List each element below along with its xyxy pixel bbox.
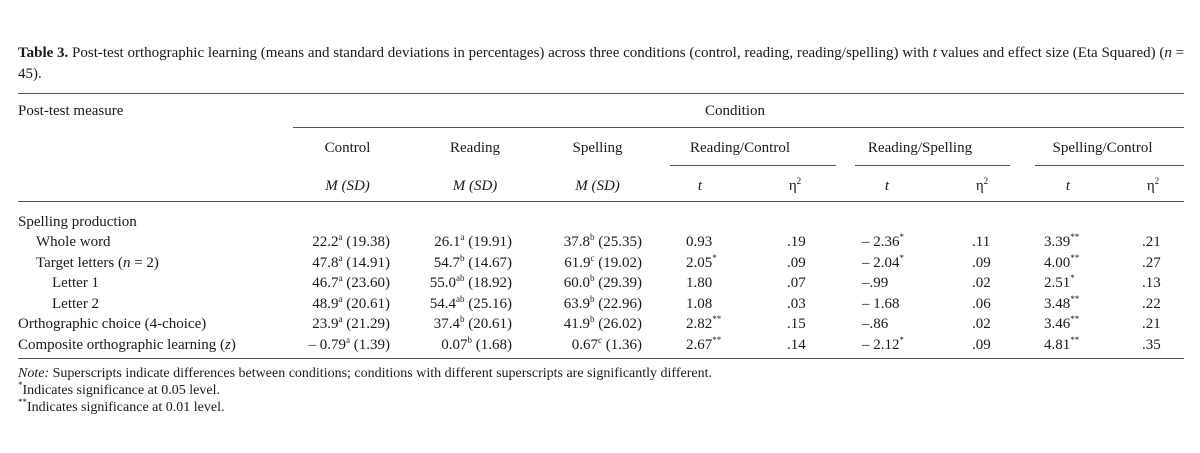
cell-spelling: [564, 254, 642, 272]
cell-superscript: a: [460, 232, 465, 242]
caption-text-3: = 45).: [18, 45, 1185, 82]
reading-spelling-rule: [855, 165, 1010, 166]
cell-rs-t: [862, 233, 904, 251]
cell-spelling: [564, 315, 642, 333]
cell-sd: (1.36): [602, 337, 642, 353]
cell-value: .07: [787, 275, 806, 291]
caption-text-1: Post-test orthographic learning (means and standard deviations in percentages) across three conditions (control, reading, reading/spelling) with: [68, 45, 933, 61]
cell-reading: [434, 315, 512, 333]
italic-symbol: n: [122, 255, 131, 271]
table-label: Table 3.: [18, 45, 69, 61]
cell-rs-t: [862, 295, 900, 313]
cell-rc-eta: [787, 274, 806, 292]
single-star-mark: *: [18, 380, 23, 390]
cell-rc-eta: [787, 233, 806, 251]
cell-spelling: [564, 274, 642, 292]
cell-rc-t: [686, 254, 717, 272]
cell-rs-eta: [972, 315, 991, 333]
cell-value: 46.7: [312, 275, 339, 291]
cell-sd: (1.39): [350, 337, 390, 353]
cell-superscript: a: [338, 232, 343, 242]
col-header-reading: Reading: [450, 140, 500, 156]
cell-value: .09: [787, 255, 806, 271]
cell-sd: (14.91): [342, 255, 390, 271]
cell-value: 61.9: [564, 255, 591, 271]
cell-value: .21: [1142, 234, 1161, 250]
cell-value: .02: [972, 275, 991, 291]
subheader-control: M (SD): [325, 178, 370, 194]
cell-value: 0.07: [441, 337, 468, 353]
cell-sd: (14.67): [464, 255, 512, 271]
cell-rs-eta: [972, 336, 991, 354]
cell-superscript: **: [1070, 314, 1080, 324]
subheader-sc-t: t: [1065, 178, 1071, 194]
eta-symbol: η: [1146, 178, 1155, 194]
double-star-mark: **: [18, 397, 27, 407]
cell-control: [312, 315, 390, 333]
row-label: Target letters (n = 2): [36, 255, 159, 271]
row-label: Spelling production: [18, 214, 137, 230]
cell-value: .21: [1142, 316, 1161, 332]
cell-spelling: [564, 295, 642, 313]
cell-sc-eta: [1142, 254, 1161, 272]
cell-sc-eta: [1142, 295, 1161, 313]
cell-superscript: *: [712, 253, 717, 263]
bottom-rule: [18, 358, 1184, 359]
cell-value: 48.9: [312, 296, 339, 312]
header-bottom-rule: [18, 201, 1184, 202]
cell-value: –.86: [862, 316, 889, 332]
row-label: Letter 1: [52, 275, 100, 291]
cell-rc-eta: [787, 336, 806, 354]
cell-control: [312, 233, 390, 251]
cell-value: 22.2: [312, 234, 339, 250]
cell-superscript: a: [338, 294, 343, 304]
cell-superscript: b: [460, 253, 465, 263]
cell-rs-t: [862, 315, 888, 333]
cell-value: .15: [787, 316, 806, 332]
col-header-control: Control: [324, 140, 371, 156]
cell-value: 3.46: [1044, 316, 1071, 332]
col-header-spelling-control: Spelling/Control: [1052, 140, 1153, 156]
cell-value: 55.0: [429, 275, 456, 291]
cell-sd: (18.92): [464, 275, 512, 291]
cell-superscript: b: [590, 232, 595, 242]
subheader-rc-eta: [780, 177, 810, 195]
cell-superscript: *: [899, 335, 904, 345]
cell-value: 2.82: [686, 316, 713, 332]
cell-rs-t: [862, 274, 888, 292]
cell-value: 47.8: [312, 255, 339, 271]
cell-sc-t: [1044, 233, 1079, 251]
double-star-note: [18, 399, 712, 416]
cell-value: .22: [1142, 296, 1161, 312]
cell-rs-eta: [972, 233, 990, 251]
cell-value: 4.00: [1044, 255, 1071, 271]
cell-reading: [430, 295, 512, 313]
col-header-spelling: Spelling: [572, 140, 623, 156]
cell-sd: (25.35): [594, 234, 642, 250]
col-header-reading-control: Reading/Control: [690, 140, 790, 156]
note-text: Superscripts indicate differences between conditions; conditions with different superscripts are significantly different.: [49, 366, 712, 381]
cell-control: [312, 274, 390, 292]
eta-exponent: 2: [796, 176, 802, 186]
table-notes: [18, 365, 712, 416]
eta-symbol: η: [975, 178, 984, 194]
cell-value: – 2.12: [862, 337, 900, 353]
single-star-text: Indicates significance at 0.05 level.: [22, 383, 220, 398]
cell-value: 0.67: [571, 337, 598, 353]
cell-superscript: b: [590, 314, 595, 324]
subheader-rc-t: t: [697, 178, 703, 194]
cell-sd: (1.68): [472, 337, 512, 353]
eta-exponent: 2: [1154, 176, 1160, 186]
cell-value: – 0.79: [308, 337, 346, 353]
cell-superscript: a: [338, 253, 343, 263]
cell-value: .19: [787, 234, 806, 250]
cell-superscript: **: [1070, 335, 1080, 345]
cell-control: [312, 254, 390, 272]
cell-sc-t: [1044, 315, 1079, 333]
table-caption: [18, 43, 1188, 85]
subheader-sc-eta: [1138, 177, 1168, 195]
cell-superscript: a: [338, 314, 343, 324]
cell-value: .14: [787, 337, 806, 353]
cell-value: .35: [1142, 337, 1161, 353]
cell-value: .11: [972, 234, 991, 250]
eta-symbol: η: [788, 178, 797, 194]
cell-value: .02: [972, 316, 991, 332]
cell-superscript: a: [346, 335, 350, 345]
row-label: Composite orthographic learning (z): [18, 337, 236, 353]
cell-sd: (19.38): [342, 234, 390, 250]
cell-value: 54.7: [433, 255, 460, 271]
cell-sc-t: [1044, 254, 1079, 272]
italic-symbol: z: [225, 337, 231, 353]
cell-sc-eta: [1142, 336, 1161, 354]
cell-value: .03: [787, 296, 806, 312]
cell-rs-eta: [972, 295, 991, 313]
cell-value: 4.81: [1044, 337, 1071, 353]
cell-value: 1.80: [686, 275, 713, 291]
row-label: Letter 2: [52, 296, 100, 312]
cell-superscript: **: [1070, 232, 1080, 242]
cell-control: [309, 336, 391, 354]
caption-t-symbol: t: [932, 45, 937, 61]
condition-rule: [293, 127, 1184, 128]
cell-rs-eta: [972, 254, 991, 272]
cell-value: – 2.36: [862, 234, 900, 250]
cell-rc-eta: [787, 254, 806, 272]
cell-sd: (25.16): [464, 296, 512, 312]
cell-superscript: b: [590, 273, 595, 283]
cell-superscript: c: [590, 253, 595, 263]
cell-sc-t: [1044, 336, 1079, 354]
cell-rc-t: [686, 315, 721, 333]
cell-value: 60.0: [563, 275, 590, 291]
cell-value: 37.4: [433, 316, 460, 332]
caption-text-2: values and effect size (Eta Squared) (: [936, 45, 1165, 61]
cell-value: 3.48: [1044, 296, 1071, 312]
cell-value: .09: [972, 255, 991, 271]
cell-superscript: **: [712, 314, 722, 324]
cell-superscript: ab: [456, 294, 465, 304]
cell-sc-eta: [1142, 315, 1161, 333]
subheader-spelling: M (SD): [575, 178, 620, 194]
cell-value: .06: [972, 296, 991, 312]
cell-value: 3.39: [1044, 234, 1071, 250]
cell-sd: (29.39): [594, 275, 642, 291]
cell-superscript: *: [899, 232, 904, 242]
cell-rs-eta: [972, 274, 991, 292]
cell-value: 1.08: [686, 296, 713, 312]
double-star-text: Indicates significance at 0.01 level.: [27, 400, 225, 415]
cell-value: .09: [972, 337, 991, 353]
condition-header: Condition: [704, 103, 765, 119]
cell-sd: (23.60): [342, 275, 390, 291]
cell-value: 0.93: [686, 234, 713, 250]
cell-superscript: a: [338, 273, 343, 283]
cell-rs-t: [862, 254, 904, 272]
cell-reading: [434, 254, 512, 272]
note-label: Note:: [18, 366, 50, 381]
cell-sd: (22.96): [594, 296, 642, 312]
cell-sc-eta: [1142, 233, 1161, 251]
subheader-rs-t: t: [884, 178, 890, 194]
cell-value: .27: [1142, 255, 1161, 271]
eta-exponent: 2: [983, 176, 989, 186]
cell-value: 23.9: [312, 316, 339, 332]
cell-superscript: **: [1070, 253, 1080, 263]
subheader-reading: M (SD): [452, 178, 498, 194]
cell-rc-t: [686, 233, 712, 251]
cell-sd: (20.61): [342, 296, 390, 312]
cell-spelling: [572, 336, 642, 354]
reading-control-rule: [670, 165, 836, 166]
cell-value: 37.8: [563, 234, 590, 250]
top-rule: [18, 93, 1184, 94]
cell-reading: [430, 274, 512, 292]
cell-sd: (19.91): [464, 234, 512, 250]
cell-sc-eta: [1142, 274, 1161, 292]
cell-reading: [434, 233, 512, 251]
cell-superscript: **: [712, 335, 722, 345]
row-label: Whole word: [36, 234, 111, 250]
cell-rc-t: [686, 336, 721, 354]
cell-superscript: b: [467, 335, 472, 345]
cell-control: [312, 295, 390, 313]
single-star-note: [18, 382, 712, 399]
cell-superscript: **: [1070, 294, 1080, 304]
cell-value: .13: [1142, 275, 1161, 291]
cell-value: 2.05: [686, 255, 713, 271]
cell-superscript: c: [598, 335, 602, 345]
cell-reading: [441, 336, 512, 354]
cell-value: – 1.68: [862, 296, 900, 312]
cell-superscript: b: [590, 294, 595, 304]
cell-superscript: *: [1070, 273, 1075, 283]
cell-rc-t: [686, 295, 712, 313]
cell-value: 26.1: [434, 234, 461, 250]
note-line: [18, 365, 712, 382]
cell-value: 41.9: [563, 316, 590, 332]
cell-rc-eta: [787, 295, 806, 313]
cell-spelling: [564, 233, 642, 251]
cell-rc-eta: [787, 315, 806, 333]
row-label: Orthographic choice (4-choice): [18, 316, 207, 332]
cell-superscript: ab: [456, 273, 465, 283]
col-header-reading-spelling: Reading/Spelling: [867, 140, 973, 156]
cell-superscript: *: [899, 253, 904, 263]
cell-sc-t: [1044, 274, 1075, 292]
cell-rs-t: [862, 336, 904, 354]
stub-header: Post-test measure: [18, 103, 124, 119]
cell-value: 54.4: [429, 296, 456, 312]
subheader-rs-eta: [967, 177, 997, 195]
cell-value: 2.51: [1044, 275, 1071, 291]
cell-sd: (26.02): [594, 316, 642, 332]
cell-value: 63.9: [563, 296, 590, 312]
spelling-control-rule: [1035, 165, 1184, 166]
cell-sd: (19.02): [594, 255, 642, 271]
cell-rc-t: [686, 274, 712, 292]
cell-superscript: b: [460, 314, 465, 324]
cell-sc-t: [1044, 295, 1079, 313]
cell-sd: (21.29): [342, 316, 390, 332]
cell-sd: (20.61): [464, 316, 512, 332]
cell-value: – 2.04: [862, 255, 900, 271]
caption-n-symbol: n: [1164, 45, 1172, 61]
cell-value: –.99: [862, 275, 889, 291]
cell-value: 2.67: [686, 337, 713, 353]
